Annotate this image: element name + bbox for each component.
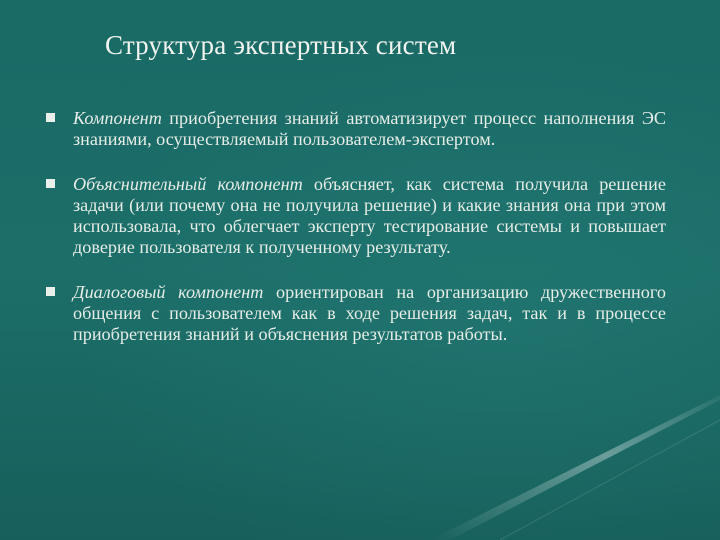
bullet-text: ориентирован на организацию дружественного общения с пользователем как в ходе решения задач, так и в процессе приобретения знаний и объяснения результатов работы. [73, 282, 666, 344]
bullet-term: Диалоговый компонент [73, 282, 264, 302]
square-bullet-icon [46, 179, 55, 188]
bullet-term: Объяснительный компонент [73, 174, 303, 194]
bullet-item [46, 108, 666, 150]
bullet-item [46, 282, 666, 345]
bullet-text: объясняет, как система получила решение задачи (или почему она не получила решение) и какие знания она при этом использовала, что облегчает эксперту тестирование системы и повышает доверие пользователя к полученному результату. [73, 174, 666, 257]
bullet-item [46, 174, 666, 258]
slide-title: Структура экспертных систем [105, 30, 457, 60]
square-bullet-icon [46, 287, 55, 296]
square-bullet-icon [46, 113, 55, 122]
bullet-list [46, 108, 666, 345]
bullet-term: Компонент [73, 108, 162, 128]
bullet-text: приобретения знаний автоматизирует процесс наполнения ЭС знаниями, осуществляемый пользователем-экспертом. [73, 108, 666, 149]
